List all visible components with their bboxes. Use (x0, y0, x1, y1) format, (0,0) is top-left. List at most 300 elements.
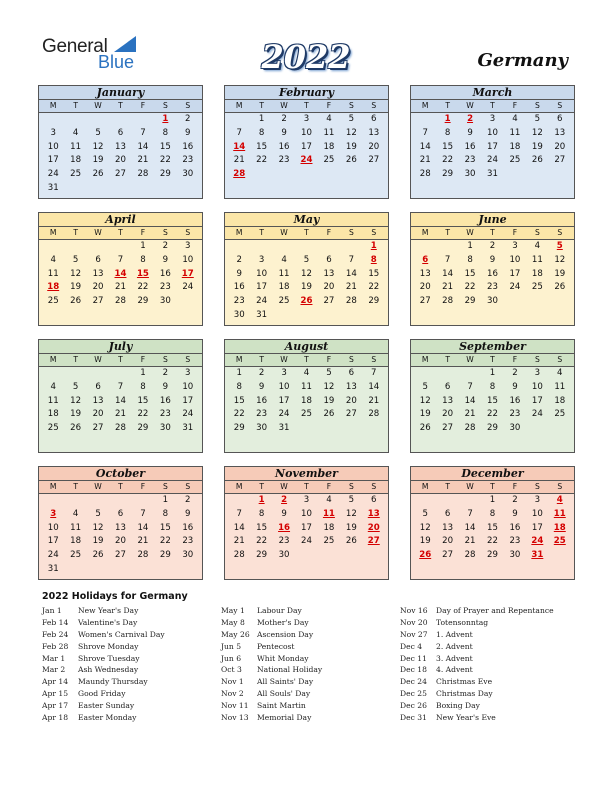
month-july (38, 339, 203, 453)
day: 29 (137, 423, 149, 434)
day: 12 (345, 508, 357, 519)
empty-day (273, 240, 295, 254)
day: 15 (256, 141, 268, 152)
holiday-date: Nov 1 (221, 677, 244, 687)
day: 16 (464, 141, 476, 152)
weekday-label: T (73, 228, 78, 237)
day: 21 (442, 282, 454, 293)
empty-day (42, 367, 64, 381)
holiday-name: Shrove Monday (78, 641, 139, 651)
day: 28 (464, 550, 476, 561)
day: 5 (348, 495, 355, 505)
day: 15 (233, 395, 245, 406)
holiday-name: Easter Monday (78, 713, 137, 723)
day: 7 (371, 368, 377, 378)
day: 25 (70, 169, 82, 180)
day: 2 (162, 241, 169, 251)
day: 22 (137, 409, 149, 420)
weekday-label: W (94, 228, 102, 237)
day: 13 (442, 522, 454, 533)
day: 12 (92, 141, 104, 152)
weekday-header (411, 354, 574, 367)
holiday-day: 4 (556, 495, 563, 505)
day: 30 (182, 550, 194, 561)
day: 6 (557, 114, 563, 124)
holiday-day: 17 (181, 268, 194, 279)
holiday-date: Dec 18 (400, 665, 427, 675)
day: 3 (185, 368, 191, 378)
weekday-label: T (259, 482, 264, 491)
day: 22 (487, 409, 498, 420)
day-grid (225, 367, 388, 436)
day: 14 (442, 268, 454, 279)
day: 7 (467, 508, 473, 519)
day: 4 (303, 368, 310, 378)
holiday-date: Nov 11 (221, 701, 249, 711)
holiday-name: Shrove Tuesday (78, 653, 140, 663)
day: 5 (72, 254, 79, 265)
day: 18 (509, 141, 521, 152)
holiday-row (42, 712, 165, 724)
day: 6 (117, 127, 124, 138)
day: 4 (50, 381, 56, 392)
day: 22 (256, 536, 268, 547)
holiday-day: 14 (114, 268, 127, 279)
holiday-name: National Holiday (257, 665, 323, 675)
weekday-label: F (512, 355, 518, 364)
day: 19 (92, 536, 104, 547)
day: 27 (115, 169, 126, 180)
day: 19 (419, 536, 431, 547)
weekday-label: S (557, 355, 563, 364)
weekday-header (411, 481, 574, 494)
day: 28 (345, 296, 357, 307)
holiday-column (221, 605, 322, 724)
day: 22 (159, 536, 171, 547)
holiday-row (221, 641, 322, 653)
day: 15 (442, 141, 454, 152)
day: 27 (345, 409, 357, 420)
day: 10 (301, 127, 312, 138)
day: 25 (509, 155, 521, 166)
day: 31 (47, 182, 59, 193)
holiday-day: 1 (444, 114, 451, 124)
holiday-row (42, 676, 165, 688)
weekday-label: S (185, 482, 191, 491)
day: 17 (301, 141, 312, 152)
day: 21 (368, 395, 380, 406)
month-name: November (225, 467, 388, 481)
day: 6 (371, 114, 377, 124)
weekday-label: T (118, 228, 123, 237)
empty-day (436, 367, 458, 381)
day: 6 (95, 254, 101, 265)
holiday-row (221, 712, 322, 724)
day: 9 (467, 127, 473, 138)
month-name: July (39, 340, 202, 354)
holiday-row (221, 664, 322, 676)
holiday-row (221, 676, 322, 688)
holiday-date: Mar 1 (42, 653, 66, 663)
empty-day (109, 367, 131, 381)
weekday-label: S (348, 482, 354, 491)
holiday-day: 6 (422, 254, 429, 265)
weekday-label: S (162, 101, 168, 110)
weekday-label: T (259, 101, 264, 110)
day: 23 (487, 282, 498, 293)
day: 31 (47, 563, 59, 574)
day: 11 (301, 381, 312, 392)
holiday-row (221, 700, 322, 712)
day: 13 (323, 268, 335, 279)
day: 26 (531, 155, 543, 166)
weekday-label: S (534, 482, 540, 491)
day: 7 (422, 127, 428, 138)
day: 22 (442, 155, 454, 166)
day: 3 (258, 254, 265, 265)
holiday-row (400, 629, 554, 641)
holiday-row (42, 688, 165, 700)
month-april (38, 212, 203, 326)
day: 23 (233, 296, 245, 307)
holiday-date: Jan 1 (42, 606, 62, 615)
holiday-date: Nov 2 (221, 689, 244, 699)
weekday-label: T (304, 101, 309, 110)
holiday-row (400, 664, 554, 676)
day: 12 (554, 254, 566, 265)
month-name: January (39, 86, 202, 100)
day: 16 (256, 395, 268, 406)
holiday-day: 16 (278, 522, 291, 533)
day: 2 (512, 368, 518, 378)
month-september (410, 339, 575, 453)
month-name: June (411, 213, 574, 227)
day: 29 (487, 550, 498, 561)
month-name: April (39, 213, 202, 227)
day: 15 (487, 522, 498, 533)
day: 7 (348, 254, 355, 265)
day: 29 (256, 550, 268, 561)
day: 27 (115, 550, 126, 561)
day: 30 (159, 296, 171, 307)
day-grid (411, 240, 574, 309)
day: 28 (419, 169, 431, 180)
month-name: September (411, 340, 574, 354)
day: 6 (444, 508, 451, 519)
holiday-day: 5 (556, 241, 563, 251)
day: 26 (554, 282, 566, 293)
day: 7 (236, 127, 242, 138)
day: 27 (419, 296, 431, 307)
holiday-date: May 8 (221, 617, 245, 627)
holidays-title: 2022 Holidays for Germany (42, 591, 188, 602)
weekday-header (225, 100, 388, 113)
day: 24 (509, 282, 521, 293)
holiday-day: 24 (531, 536, 544, 547)
day: 14 (345, 268, 357, 279)
holiday-day: 31 (531, 550, 544, 561)
holiday-column (400, 605, 554, 724)
day: 23 (159, 282, 171, 293)
empty-day (87, 113, 109, 127)
holiday-row (400, 605, 554, 617)
day: 20 (442, 536, 454, 547)
day: 24 (182, 282, 194, 293)
weekday-label: M (421, 228, 429, 237)
empty-day (42, 113, 64, 127)
day: 23 (278, 536, 290, 547)
weekday-label: S (185, 101, 191, 110)
holiday-day: 8 (370, 254, 377, 265)
day: 22 (464, 282, 476, 293)
holiday-row (400, 700, 554, 712)
day: 26 (70, 296, 82, 307)
day: 17 (531, 522, 543, 533)
day: 12 (419, 395, 431, 406)
weekday-label: W (280, 228, 288, 237)
weekday-label: W (466, 482, 474, 491)
holiday-day: 26 (300, 296, 313, 307)
holiday-name: Mother's Day (257, 617, 309, 627)
day: 30 (464, 169, 476, 180)
empty-day (132, 113, 154, 127)
holiday-date: Nov 20 (400, 617, 428, 627)
day: 29 (159, 550, 171, 561)
day: 12 (70, 268, 82, 279)
weekday-label: M (421, 482, 429, 491)
day: 23 (182, 155, 194, 166)
holiday-row (42, 629, 165, 641)
day: 10 (509, 254, 521, 265)
day: 26 (92, 169, 104, 180)
day: 1 (489, 368, 496, 378)
day: 19 (554, 268, 566, 279)
holiday-day: 2 (281, 495, 288, 505)
weekday-label: T (118, 355, 123, 364)
day: 10 (531, 508, 543, 519)
month-june (410, 212, 575, 326)
holiday-name: Pentecost (257, 641, 295, 651)
weekday-label: S (348, 101, 354, 110)
holiday-row (221, 653, 322, 665)
holiday-date: Feb 24 (42, 629, 69, 639)
weekday-header (39, 481, 202, 494)
day: 3 (489, 114, 496, 124)
weekday-label: S (185, 355, 191, 364)
holiday-date: Dec 26 (400, 701, 427, 711)
weekday-header (225, 227, 388, 240)
day: 7 (140, 127, 146, 138)
holiday-day: 2 (467, 114, 474, 124)
day: 17 (47, 155, 59, 166)
day: 3 (281, 368, 287, 378)
holiday-row (400, 712, 554, 724)
day: 20 (92, 282, 104, 293)
day: 2 (489, 241, 496, 251)
weekday-label: T (304, 228, 309, 237)
weekday-header (39, 227, 202, 240)
empty-day (64, 494, 86, 508)
day: 1 (258, 114, 265, 124)
day: 18 (70, 536, 82, 547)
day: 24 (531, 409, 543, 420)
day: 15 (368, 268, 380, 279)
day: 29 (233, 423, 245, 434)
day: 16 (159, 395, 171, 406)
empty-day (87, 240, 109, 254)
day: 4 (326, 114, 332, 124)
day: 9 (258, 381, 265, 392)
holiday-name: Christmas Day (436, 689, 493, 699)
weekday-label: W (466, 355, 474, 364)
day: 9 (512, 508, 518, 519)
empty-day (295, 240, 317, 254)
weekday-label: M (421, 101, 429, 110)
weekday-label: M (49, 482, 57, 491)
month-name: December (411, 467, 574, 481)
day: 18 (278, 282, 290, 293)
weekday-label: S (557, 228, 563, 237)
day: 31 (487, 169, 498, 180)
day: 26 (70, 423, 82, 434)
empty-day (228, 113, 250, 127)
day: 2 (258, 368, 265, 378)
day: 19 (345, 522, 357, 533)
holiday-date: Nov 16 (400, 606, 428, 615)
weekday-label: M (49, 355, 57, 364)
weekday-label: T (490, 101, 495, 110)
month-november (224, 466, 389, 580)
holiday-date: Mar 2 (42, 665, 66, 675)
holiday-day: 1 (370, 241, 377, 251)
day: 7 (117, 254, 124, 265)
empty-day (459, 367, 481, 381)
day: 14 (137, 141, 149, 152)
day: 25 (323, 536, 335, 547)
weekday-label: M (235, 228, 243, 237)
holiday-row (400, 688, 554, 700)
holiday-date: Nov 27 (400, 629, 428, 639)
day: 29 (137, 296, 149, 307)
month-name: May (225, 213, 388, 227)
day-grid (225, 113, 388, 182)
weekday-label: M (421, 355, 429, 364)
day: 1 (489, 495, 496, 505)
day: 5 (95, 127, 101, 138)
day: 18 (323, 141, 335, 152)
day: 21 (345, 282, 357, 293)
day: 23 (509, 409, 521, 420)
day: 1 (140, 241, 146, 251)
day: 19 (70, 409, 82, 420)
holiday-date: Dec 24 (400, 677, 427, 687)
day-grid (411, 113, 574, 182)
holiday-day: 15 (136, 268, 149, 279)
holiday-date: Apr 18 (42, 713, 69, 723)
day: 9 (489, 254, 496, 265)
day: 11 (323, 127, 335, 138)
day: 21 (115, 282, 126, 293)
empty-day (414, 494, 436, 508)
day: 13 (442, 395, 454, 406)
day: 7 (140, 508, 146, 519)
weekday-label: S (162, 228, 168, 237)
empty-day (459, 494, 481, 508)
holiday-row (221, 617, 322, 629)
holiday-row (221, 688, 322, 700)
day: 30 (233, 309, 245, 320)
day: 21 (115, 409, 126, 420)
day: 18 (323, 522, 335, 533)
day: 30 (487, 296, 498, 307)
empty-day (340, 240, 362, 254)
holiday-date: Feb 14 (42, 617, 69, 627)
holiday-date: May 26 (221, 629, 250, 639)
day: 8 (140, 381, 146, 392)
holiday-name: Ascension Day (257, 629, 314, 639)
weekday-header (39, 354, 202, 367)
holiday-date: Apr 17 (42, 701, 69, 711)
day: 13 (345, 381, 357, 392)
day: 25 (323, 155, 335, 166)
holiday-name: Ash Wednesday (78, 665, 139, 675)
day: 15 (159, 141, 171, 152)
day: 19 (70, 282, 82, 293)
day: 28 (368, 409, 380, 420)
day: 21 (464, 536, 476, 547)
empty-day (132, 494, 154, 508)
weekday-label: F (140, 482, 146, 491)
month-name: October (39, 467, 202, 481)
day: 2 (281, 114, 287, 124)
holiday-name: Maundy Thursday (78, 677, 148, 687)
day: 26 (92, 550, 104, 561)
weekday-label: M (235, 355, 243, 364)
day: 12 (531, 127, 543, 138)
day: 8 (236, 381, 242, 392)
day: 23 (509, 536, 521, 547)
day: 4 (534, 241, 541, 251)
day: 3 (512, 241, 518, 251)
weekday-label: S (371, 101, 377, 110)
day: 29 (159, 169, 171, 180)
holiday-day: 25 (553, 536, 566, 547)
day: 17 (256, 282, 268, 293)
day: 28 (442, 296, 454, 307)
holiday-day: 24 (300, 155, 313, 166)
holiday-row (42, 653, 165, 665)
day: 9 (281, 127, 287, 138)
month-name: March (411, 86, 574, 100)
day: 24 (256, 296, 268, 307)
weekday-label: M (49, 228, 57, 237)
holiday-row (42, 700, 165, 712)
day: 14 (419, 141, 431, 152)
day: 3 (303, 495, 310, 505)
day: 17 (182, 395, 194, 406)
weekday-label: F (140, 228, 146, 237)
day: 9 (185, 127, 191, 138)
day: 8 (489, 381, 496, 392)
day: 11 (554, 381, 566, 392)
day: 24 (301, 536, 312, 547)
day: 2 (236, 254, 242, 265)
day: 7 (117, 381, 124, 392)
day: 22 (233, 409, 245, 420)
day: 17 (47, 536, 59, 547)
day: 20 (442, 409, 454, 420)
day: 6 (326, 254, 332, 265)
